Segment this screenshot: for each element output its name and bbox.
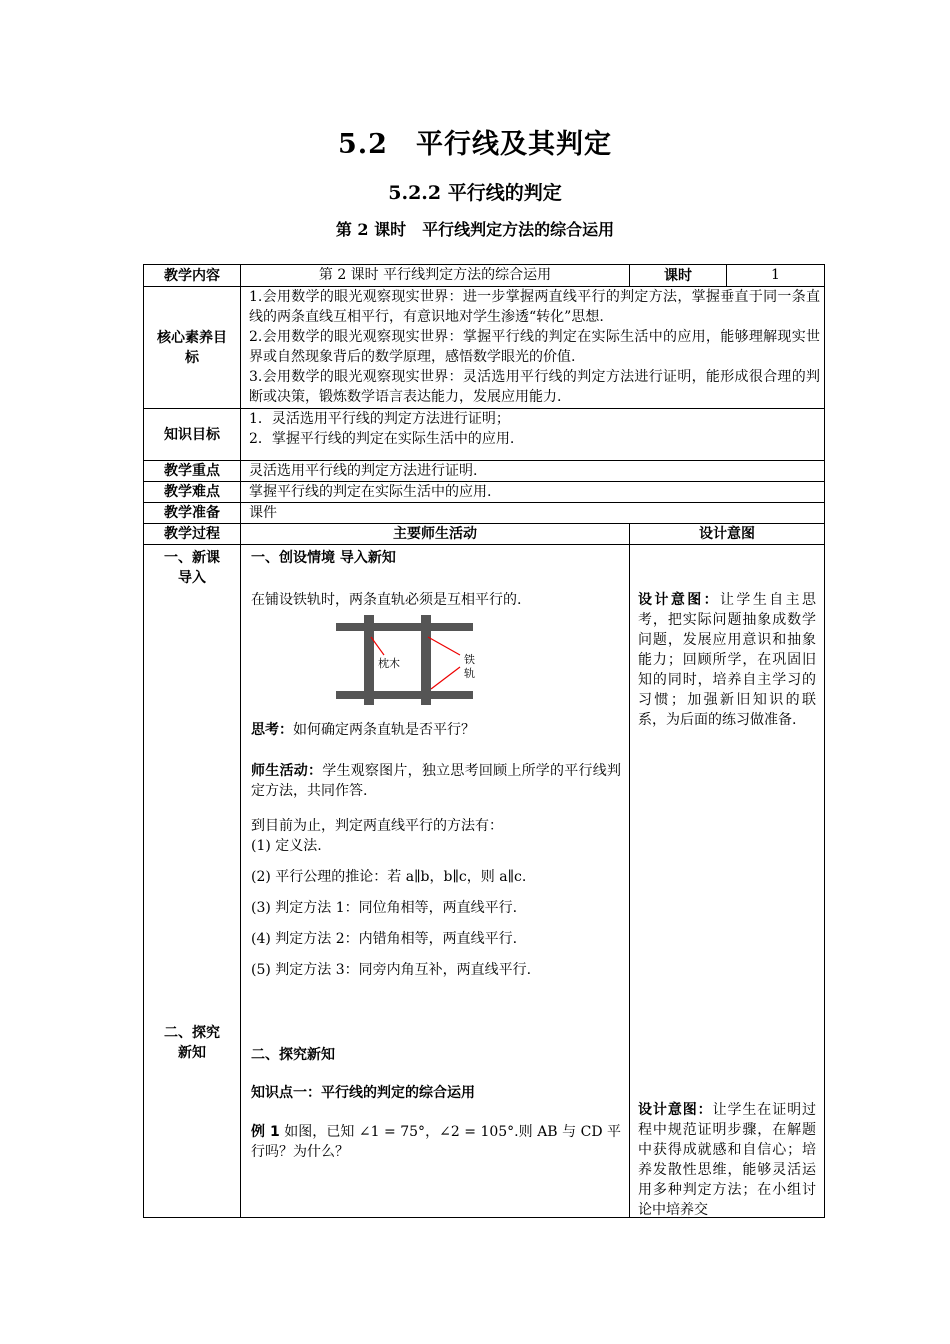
core-item: 2.会用数学的眼光观察现实世界：掌握平行线的判定在实际生活中的应用，能够理解现实世界或自然现象背后的数学原理，感悟数学眼光的价值. xyxy=(249,329,821,365)
rail-intro: 在铺设铁轨时，两条直轨必须是互相平行的. xyxy=(251,592,522,608)
think-text: 如何确定两条直轨是否平行？ xyxy=(293,722,475,738)
design-column xyxy=(630,545,825,1218)
method-item: (2) 平行公理的推论：若 a∥b，b∥c，则 a∥c. xyxy=(251,869,527,885)
difficulty-value: 掌握平行线的判定在实际生活中的应用. xyxy=(241,482,825,503)
method-item: (4) 判定方法 2：内错角相等，两直线平行. xyxy=(251,931,518,947)
design-note-1 xyxy=(638,590,816,730)
rail-figure xyxy=(336,615,486,705)
core-item: 3.会用数学的眼光观察现实世界：灵活选用平行线的判定方法进行证明，能形成很合理的判断或决策，锻炼数学语言表达能力，发展应用能力. xyxy=(249,369,821,405)
figure-label-sleeper: 枕木 xyxy=(378,657,400,670)
core-label-text: 核心素养目标 xyxy=(157,329,227,366)
design-note-2 xyxy=(638,1100,816,1220)
content-value: 第 2 课时 平行线判定方法的综合运用 xyxy=(241,265,630,287)
row-difficulty xyxy=(144,482,825,503)
page-title: 5.2 平行线及其判定 xyxy=(338,129,612,160)
row-prep xyxy=(144,503,825,524)
teacher-student-activity xyxy=(251,761,621,801)
sleeper-bottom xyxy=(336,691,473,699)
section2-heading: 二、探究新知 xyxy=(251,1047,335,1063)
content-label: 教学内容 xyxy=(144,265,241,287)
method-item: (5) 判定方法 3：同旁内角互补，两直线平行. xyxy=(251,962,532,978)
stage-1: 一、新课导入 xyxy=(164,550,220,586)
think-prompt xyxy=(251,720,621,740)
row-process-header xyxy=(144,524,825,545)
design-text: 让学生在证明过程中规范证明步骤，在解题中获得成就感和自信心；培养发散性思维，能够灵活运用多种判定方法；在小组讨论中培养交 xyxy=(638,1102,817,1218)
knowledge-goals xyxy=(241,409,825,461)
section-title: 5.2.2 平行线的判定 xyxy=(388,182,562,204)
knowledge-label: 知识目标 xyxy=(144,409,241,461)
focus-value: 灵活选用平行线的判定方法进行证明. xyxy=(241,461,825,482)
design-label: 设计意图： xyxy=(638,592,721,608)
figure-label-rail-2: 轨 xyxy=(464,667,475,680)
design-header: 设计意图 xyxy=(630,524,825,545)
activity-header: 主要师生活动 xyxy=(241,524,630,545)
row-knowledge-goals xyxy=(144,409,825,461)
example-text: 如图，已知 ∠1 = 75°，∠2 = 105°.则 AB 与 CD 平行吗？为什么？ xyxy=(251,1124,622,1160)
example-label: 例 1 xyxy=(251,1124,280,1140)
activity-text: 学生观察图片，独立思考回顾上所学的平行线判定方法，共同作答. xyxy=(251,763,622,799)
lesson-title: 第 2 课时 平行线判定方法的综合运用 xyxy=(335,220,615,239)
knowledge-item: 2．掌握平行线的判定在实际生活中的应用. xyxy=(249,431,515,447)
row-core-goals xyxy=(144,287,825,409)
pointer-rail-2 xyxy=(431,667,460,689)
knowledge-item: 1．灵活选用平行线的判定方法进行证明； xyxy=(249,411,510,427)
prep-label: 教学准备 xyxy=(144,503,241,524)
difficulty-label: 教学难点 xyxy=(144,482,241,503)
think-label: 思考： xyxy=(251,722,293,738)
period-value: 1 xyxy=(727,265,825,287)
method-item: (1) 定义法. xyxy=(251,838,322,854)
method-item: (3) 判定方法 1：同位角相等，两直线平行. xyxy=(251,900,518,916)
row-content xyxy=(144,265,825,287)
lesson-plan-table xyxy=(143,264,825,1218)
row-focus xyxy=(144,461,825,482)
rail-right xyxy=(421,615,431,705)
stage-column xyxy=(144,545,241,1218)
focus-label: 教学重点 xyxy=(144,461,241,482)
sleeper-top xyxy=(336,623,473,631)
figure-label-rail-1: 铁 xyxy=(464,653,475,666)
activity-label: 师生活动： xyxy=(251,763,323,779)
methods-intro: 到目前为止，判定两直线平行的方法有： xyxy=(251,818,503,834)
activity-column xyxy=(241,545,630,1218)
core-goals xyxy=(241,287,825,409)
process-label: 教学过程 xyxy=(144,524,241,545)
rail-left xyxy=(364,615,374,705)
pointer-rail-1 xyxy=(428,637,460,655)
core-label xyxy=(144,287,241,409)
period-label: 课时 xyxy=(630,265,727,287)
row-process-body xyxy=(144,545,825,1218)
example-1 xyxy=(251,1122,621,1162)
section1-heading: 一、创设情境 导入新知 xyxy=(251,550,396,566)
design-label: 设计意图： xyxy=(638,1102,713,1118)
prep-value: 课件 xyxy=(241,503,825,524)
stage-2: 二、探究新知 xyxy=(164,1025,220,1061)
design-text: 让学生自主思考，把实际问题抽象成数学问题，发展应用意识和抽象能力；回顾所学，在巩固旧知的同时，培养自主学习的习惯；加强新旧知识的联系，为后面的练习做准备. xyxy=(638,592,817,728)
knowledge-point: 知识点一：平行线的判定的综合运用 xyxy=(251,1085,475,1101)
core-item: 1.会用数学的眼光观察现实世界：进一步掌握两直线平行的判定方法，掌握垂直于同一条直线的两条直线互相平行，有意识地对学生渗透“转化”思想. xyxy=(249,289,821,325)
